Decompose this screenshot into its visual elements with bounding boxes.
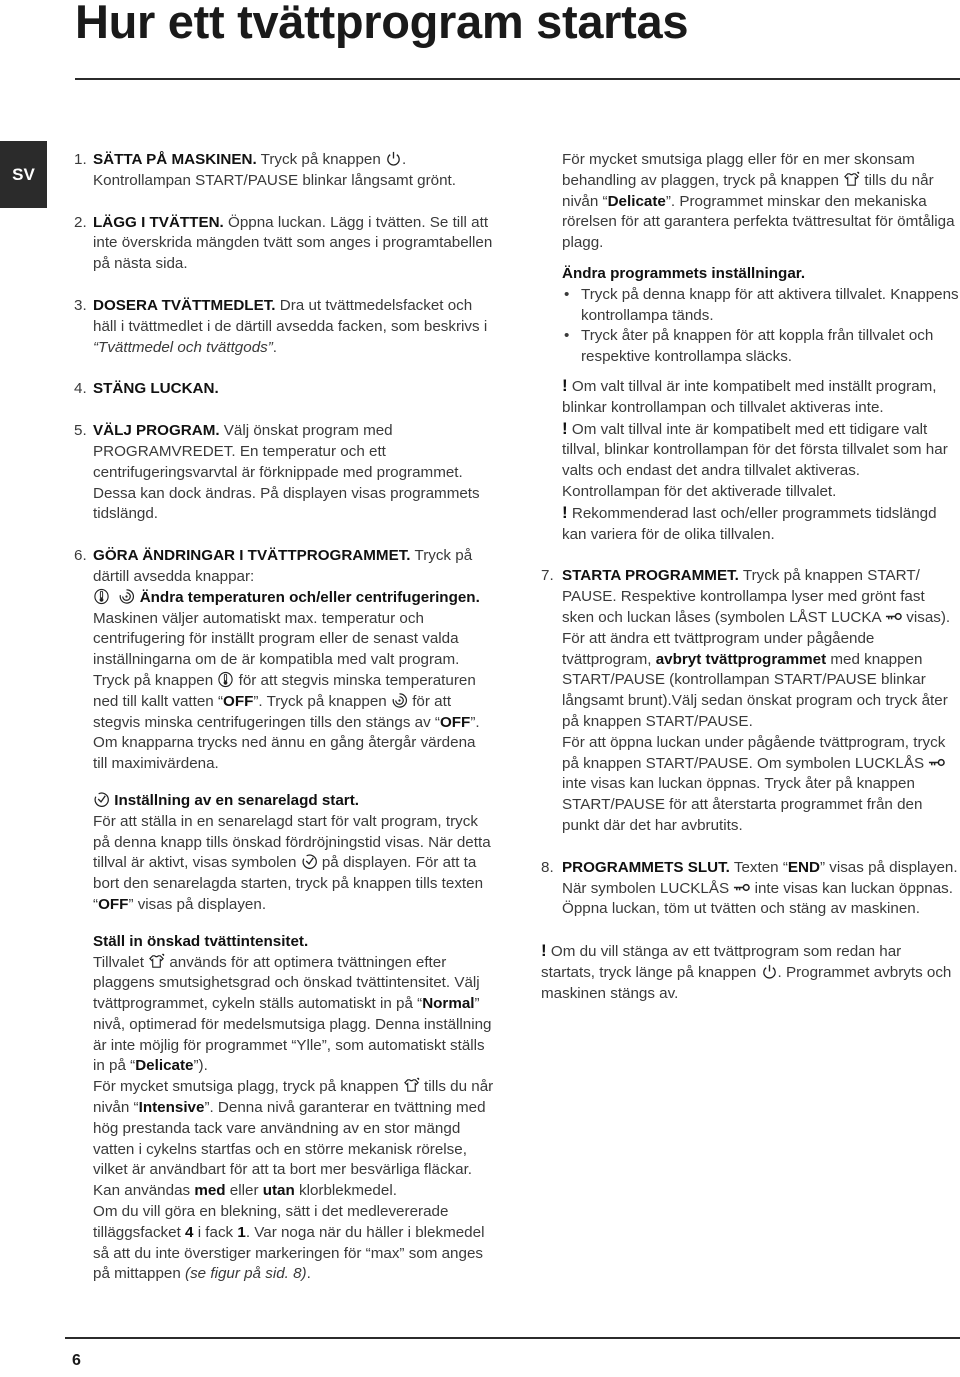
intensity-icon <box>403 1077 420 1094</box>
page-title: Hur ett tvättprogram startas <box>75 0 689 48</box>
note: ! Rekommenderad last och/eller programmets tidslängd kan variera för de olika tillvalen. <box>562 502 937 543</box>
temperature-icon <box>93 588 110 605</box>
step-number: 1. <box>74 151 87 168</box>
power-icon <box>385 150 402 167</box>
language-tab: SV <box>0 141 47 208</box>
delicate-paragraph: För mycket smutsiga plagg eller för en mer skonsam behandling av plaggen, tryck på knappen tills du når nivån “Delicate”. Programmet minskar den mekaniska rörelsen för att garantera perfekta tvättresultat för ömtåliga plagg. <box>562 151 955 252</box>
step-3: 3. DOSERA TVÄTTMEDLET. Dra ut tvättmedelsfacket och häll i tvättmedlet i de därtill avsedda facken, som beskrivs i “Tvättmedel och tvättgods”. <box>74 296 488 356</box>
subheading-settings: Ändra programmets inställningar. <box>562 264 806 282</box>
step-number: 8. <box>541 858 554 876</box>
step-heading: SÄTTA PÅ MASKINEN. <box>93 151 257 168</box>
delay-icon <box>301 853 318 870</box>
list-item: • Tryck på denna knapp för att aktivera tillvalet. Knappens kontrollampa tänds. <box>564 285 959 324</box>
step-4 <box>74 379 494 400</box>
step-number: 3. <box>74 296 87 314</box>
footer-rule <box>65 1337 960 1339</box>
step-heading: DOSERA TVÄTTMEDLET. <box>93 296 276 314</box>
step-heading: LÄGG I TVÄTTEN. <box>93 213 224 231</box>
step-heading: STÄNG LUCKAN. <box>93 380 219 398</box>
title-underline <box>75 78 960 80</box>
intensity-icon <box>148 953 165 970</box>
key-icon <box>928 754 945 771</box>
key-icon <box>885 608 902 625</box>
step-heading: VÄLJ PROGRAM. <box>93 422 220 440</box>
list-item: • Tryck åter på knappen för att koppla från tillvalet och respektive kontrollampa släcks. <box>564 327 934 366</box>
step-number: 5. <box>74 422 87 440</box>
settings-section <box>541 264 959 545</box>
right-column <box>541 150 959 1004</box>
subheading-intensity: Ställ in önskad tvättintensitet. <box>93 932 309 950</box>
step-heading: PROGRAMMETS SLUT. <box>562 858 730 876</box>
step-number: 2. <box>74 213 87 231</box>
step-heading: STARTA PROGRAMMET. <box>562 567 739 585</box>
step-number: 4. <box>74 380 87 398</box>
final-note: ! Om du vill stänga av ett tvättprogram som redan har startats, tryck länge på knappen . Programmet avbryts och maskinen stängs av. <box>541 941 952 1002</box>
page-number: 6 <box>72 1352 81 1369</box>
step-2: 2. LÄGG I TVÄTTEN. Öppna luckan. Lägg i tvätten. Se till att inte överskrida mängden tvätt som anges i programtabellen på nästa sida. <box>74 213 493 273</box>
step-6: 6. GÖRA ÄNDRINGAR I TVÄTTPROGRAMMET. Tryck på därtill avsedda knappar: Ändra temperaturen och/eller centrifugeringen. Maskinen väljer automatiskt max. temperatur och centrifugering för inställt program eller de senast valda inställningarna om de är kompatibla med valt program. Tryck på knappen för att stegvis minska temperaturen ned till kallt vatten “OFF”. Tryck på knappen för att stegvis minska centrifugeringen tills den stängs av “OFF”. Om knapparna trycks ned ännu en gång återgår värdena till maximivärdena. Inställning av en senarelagd start. För att ställa in en senarelagd start för valt program, tryck på denna knapp tills önskad fördröjningstid visas. När detta tillval är aktivt, visas symbolen på displayen. För att ta bort den senarelagda starten, tryck på knappen tills texten “OFF” visas på displayen. Ställ in önskad tvättintensitet. Tillvalet används för att optimera tvättningen efter plaggens smutsighetsgrad och önskad tvättintensitet. Välj tvättprogrammet, cykeln ställs automatiskt in på “Normal” nivå, optimerad för medelsmutsiga plagg. Denna inställning är inte möjlig för programmet “Ylle”, som automatiskt ställs in på “Delicate”). För mycket smutsiga plagg, tryck på knappen tills du når nivån “Intensive”. Denna nivå garanterar en tvättning med hög prestanda tack vare användning av en stor mängd vatten i cykelns startfas och en större mekanisk rörelse, vilket är användbart för att ta bort mer besvärliga fläckar. Kan användas med eller utan klorblekmedel. Om du vill göra en blekning, sätt i det medlevererade tilläggsfacket 4 i fack 1. Var noga när du häller i blekmedel så att du inte överstiger markeringen för “max” som anges på mittappen (se figur på sid. 8). <box>74 547 494 1283</box>
step-5: 5. VÄLJ PROGRAM. Välj önskat program med PROGRAMVREDET. En temperatur och ett centrifugeringsvarvtal är förknippade med programmet. Dessa kan dock ändras. På displayen visas programmets tidslängd. <box>74 422 480 523</box>
key-icon <box>733 879 750 896</box>
step-number: 6. <box>74 547 87 565</box>
step-8: 8. PROGRAMMETS SLUT. Texten “END” visas på displayen. När symbolen LUCKLÅS inte visas kan luckan öppnas. Öppna luckan, töm ut tvätten och stäng av maskinen. <box>541 858 958 918</box>
left-column <box>74 150 494 1285</box>
step-heading: GÖRA ÄNDRINGAR I TVÄTTPROGRAMMET. <box>93 547 411 565</box>
subheading-delay: Inställning av en senarelagd start. <box>114 791 359 809</box>
note: ! Om valt tillval är inte kompatibelt med inställt program, blinkar kontrollampan och tillvalet aktiveras inte. <box>562 375 937 416</box>
note: ! Om valt tillval inte är kompatibelt med ett tidigare valt tillval, blinkar kontrollampan för det första tillvalet som har valts och endast det andra tillvalet aktiveras. Kontrollampan för det aktiverade tillvalet. <box>562 418 948 500</box>
delay-icon <box>93 791 110 808</box>
spin-icon <box>391 692 408 709</box>
spin-icon <box>118 588 135 605</box>
temperature-icon <box>217 671 234 688</box>
power-icon <box>761 963 778 980</box>
step-1: 1. SÄTTA PÅ MASKINEN. Tryck på knappen . Kontrollampan START/PAUSE blinkar långsamt grönt. <box>74 151 456 189</box>
intensity-icon <box>843 171 860 188</box>
step-number: 7. <box>541 567 554 585</box>
step-7: 7. STARTA PROGRAMMET. Tryck på knappen START/ PAUSE. Respektive kontrollampa lyser med grönt fast sken och luckan låses (symbolen LÅST LUCKA visas). För att ändra ett tvättprogram under pågående tvättprogram, avbryt tvättprogrammet med knappen START/PAUSE (kontrollampan START/PAUSE blinkar långsamt brunt).Välj sedan önskat program och tryck åter på knappen START/PAUSE. För att öppna luckan under pågående tvättprogram, tryck på knappen START/PAUSE. Om symbolen LUCKLÅS inte visas kan luckan öppnas. Tryck åter på knappen START/PAUSE för att återstarta programmet från den punkt där det har avbrutits. <box>541 567 951 834</box>
subheading-temp-spin: Ändra temperaturen och/eller centrifugeringen. <box>139 588 480 606</box>
